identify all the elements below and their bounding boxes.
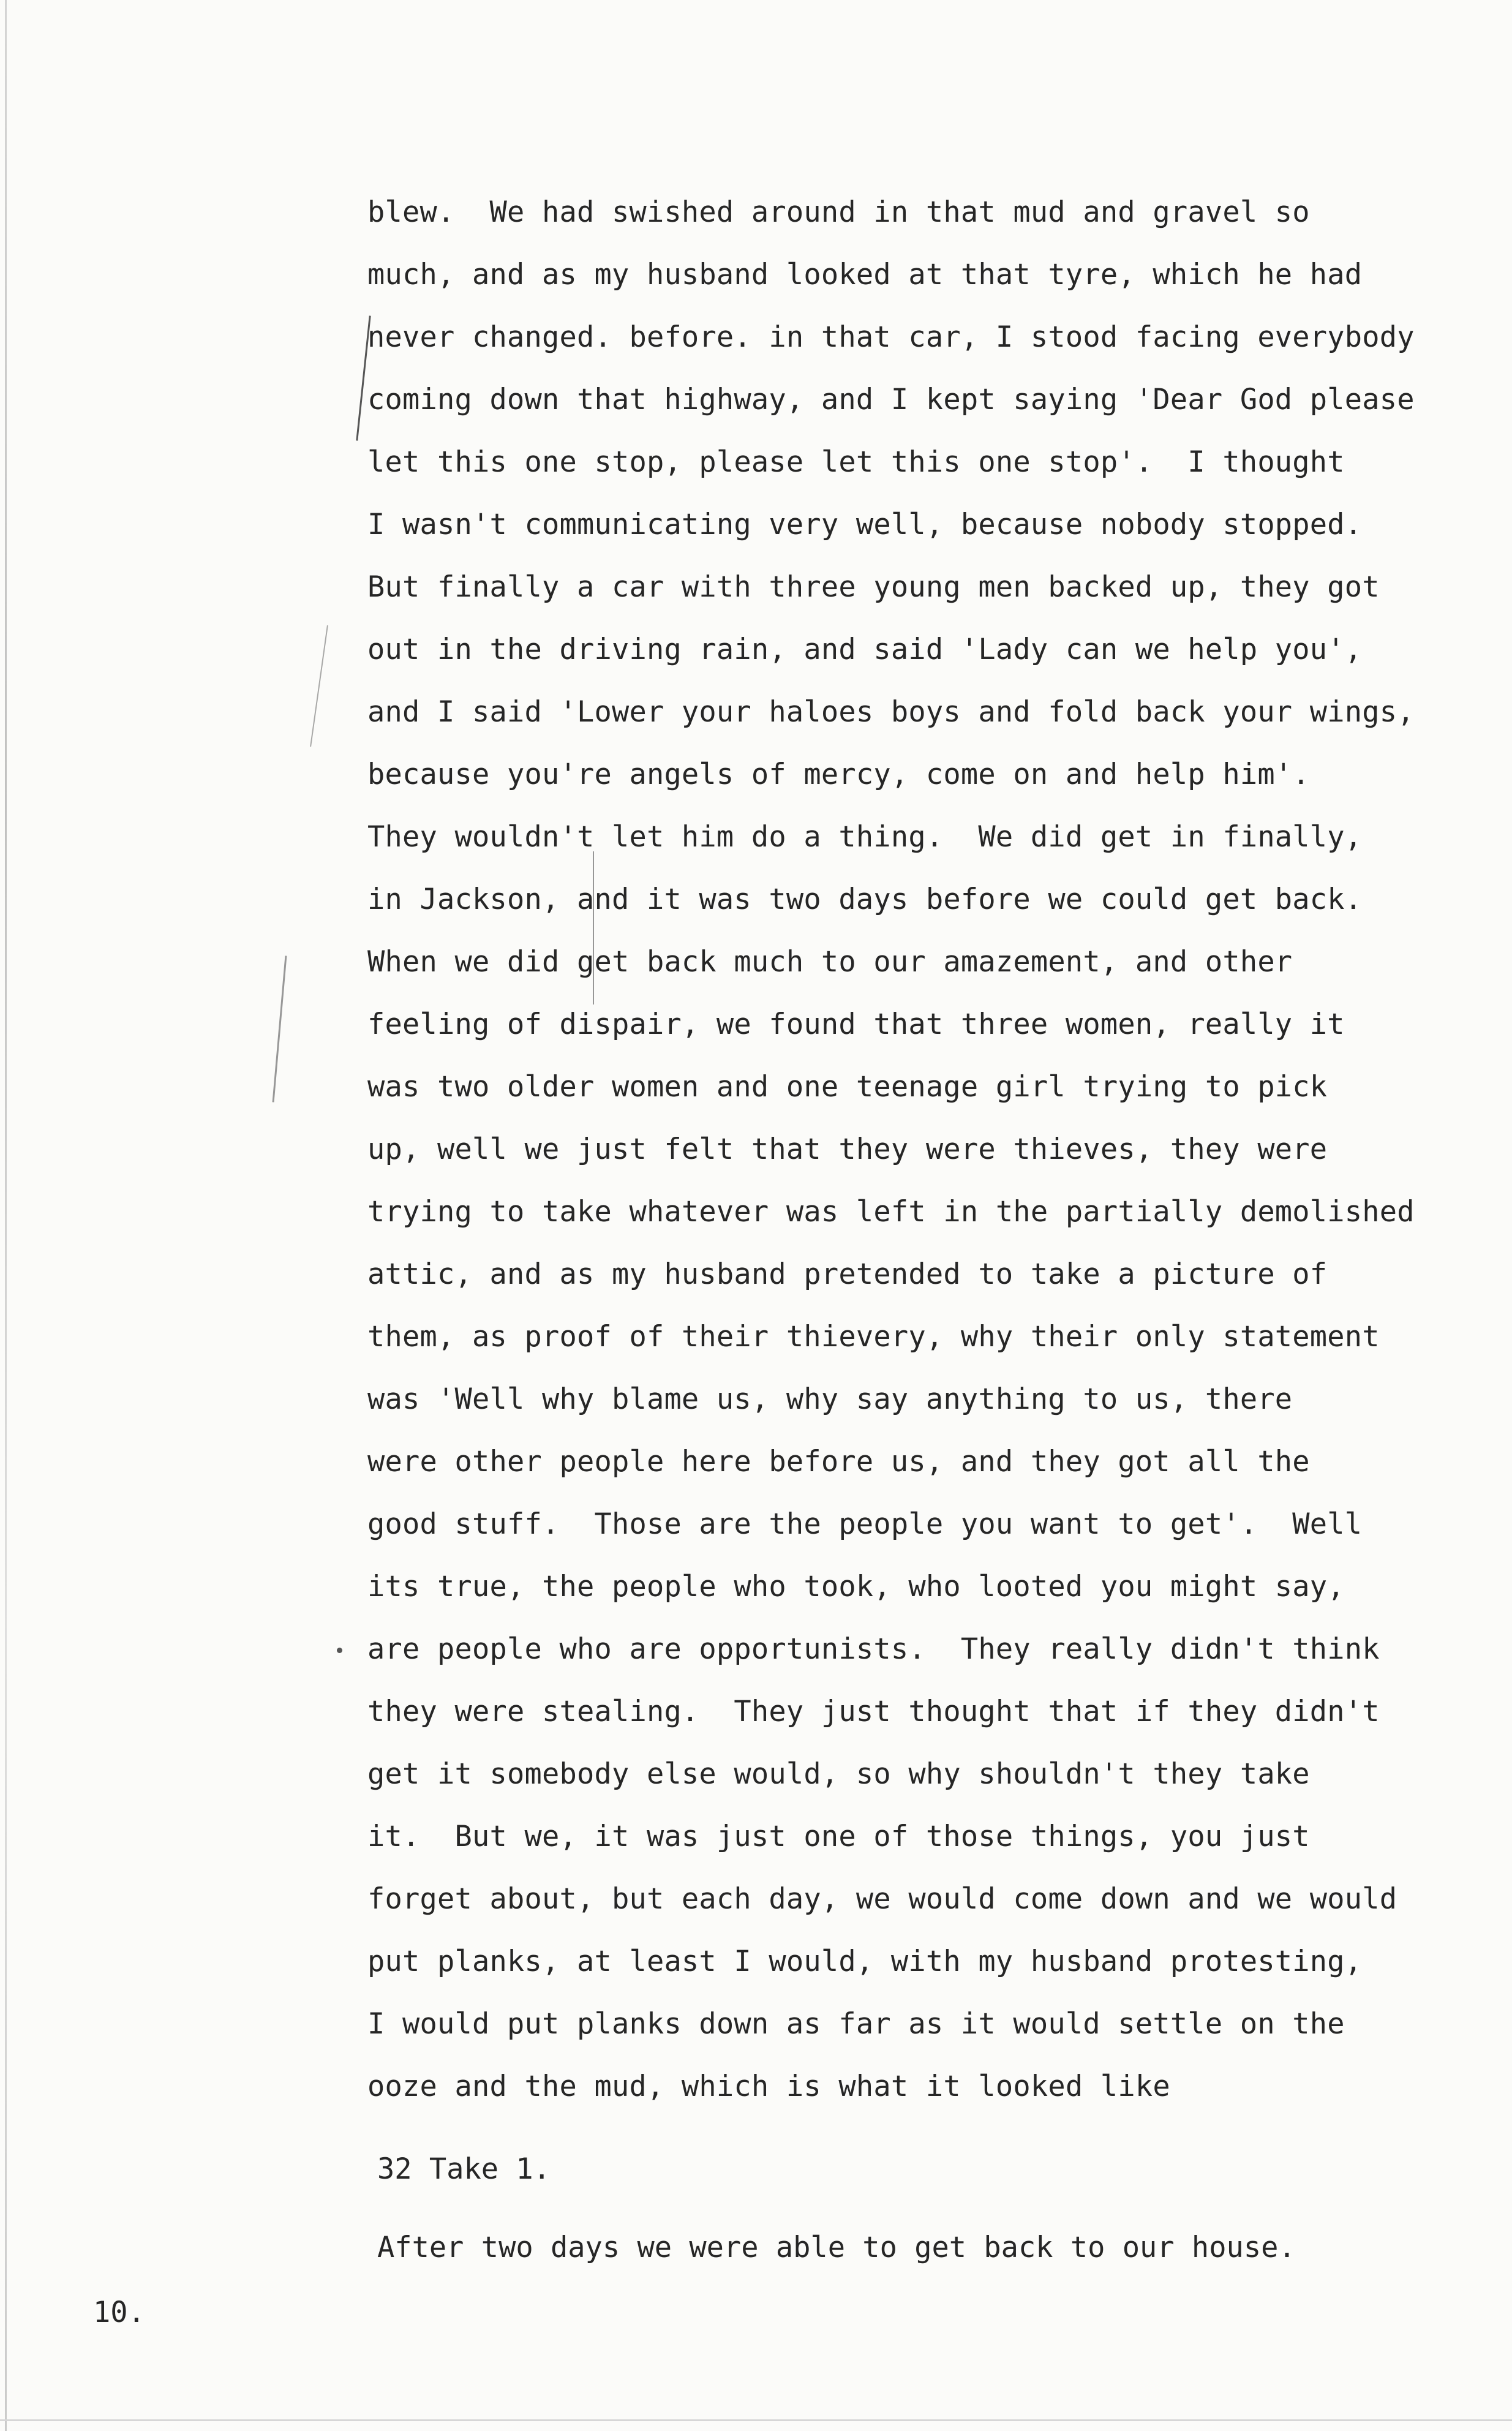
margin-pencil-mark [310,625,328,747]
text-line: out in the driving rain, and said 'Lady can we help you', [367,633,1363,666]
closing-line: After two days we were able to get back to our house. [377,2231,1296,2264]
text-line: They wouldn't let him do a thing. We did get in finally, [367,820,1363,854]
text-line: was two older women and one teenage girl trying to pick [367,1070,1328,1104]
text-line: they were stealing. They just thought that if they didn't [367,1695,1380,1728]
text-line: ooze and the mud, which is what it looked like [367,2070,1170,2103]
text-line: it. But we, it was just one of those things, you just [367,1820,1310,1853]
text-line: When we did get back much to our amazement, and other [367,945,1293,979]
page-number: 10. [93,2296,145,2329]
text-line: because you're angels of mercy, come on and help him'. [367,758,1310,791]
text-line: coming down that highway, and I kept saying 'Dear God please [367,383,1415,416]
text-line: I wasn't communicating very well, because nobody stopped. [367,508,1363,541]
paper-bottom-edge [0,2419,1512,2421]
text-line: were other people here before us, and they got all the [367,1445,1310,1479]
text-line: never changed. before. in that car, I stood facing everybody [367,320,1415,354]
text-line: was 'Well why blame us, why say anything to us, there [367,1382,1293,1416]
text-line: I would put planks down as far as it would settle on the [367,2007,1345,2041]
text-line: its true, the people who took, who looted you might say, [367,1570,1345,1604]
paper-edge-shadow [5,0,7,2431]
text-line: them, as proof of their thievery, why their only statement [367,1320,1380,1354]
text-line: up, well we just felt that they were thieves, they were [367,1133,1328,1166]
text-line: let this one stop, please let this one stop'. I thought [367,445,1345,479]
margin-pencil-mark [273,955,287,1102]
text-line: attic, and as my husband pretended to take a picture of [367,1257,1328,1291]
margin-dot [337,1648,342,1653]
text-line: in Jackson, and it was two days before we could get back. [367,883,1363,916]
text-line: feeling of dispair, we found that three women, really it [367,1008,1345,1041]
text-line: and I said 'Lower your haloes boys and fold back your wings, [367,695,1415,729]
text-line: much, and as my husband looked at that tyre, which he had [367,258,1363,292]
text-line: But finally a car with three young men backed up, they got [367,570,1380,604]
body-text [367,181,1506,2118]
text-line: put planks, at least I would, with my husband protesting, [367,1945,1363,1978]
text-line: are people who are opportunists. They really didn't think [367,1632,1380,1666]
text-line: get it somebody else would, so why shouldn't they take [367,1757,1310,1791]
text-line: blew. We had swished around in that mud and gravel so [367,195,1310,229]
take-label: 32 Take 1. [377,2152,551,2186]
text-line: forget about, but each day, we would come down and we would [367,1882,1397,1916]
text-line: trying to take whatever was left in the partially demolished [367,1195,1415,1229]
text-line: good stuff. Those are the people you want to get'. Well [367,1507,1363,1541]
